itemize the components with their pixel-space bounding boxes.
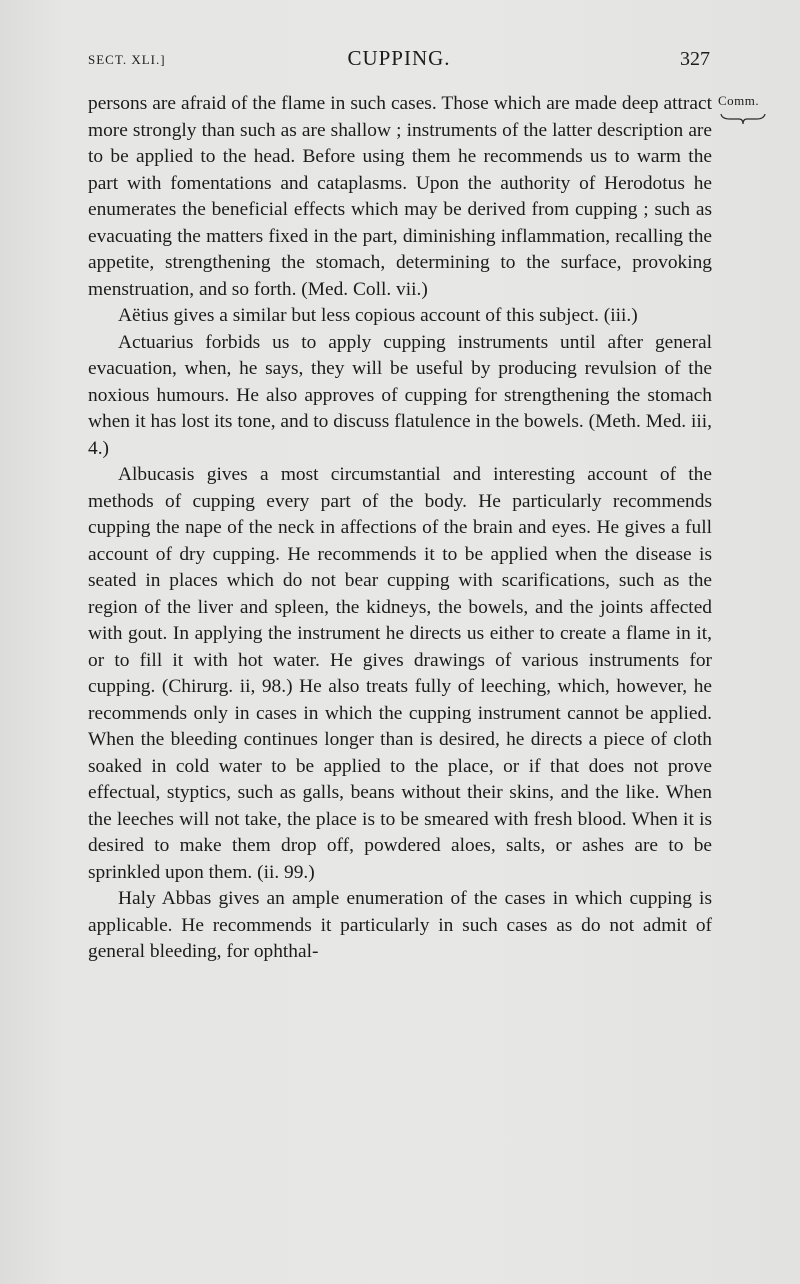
body-text [88, 91, 712, 966]
margin-note: Comm. [718, 93, 760, 108]
paragraph-albucasis: Albucasis gives a most circumstantial and interesting account of the methods of cupping every part of the body. He particularly recommends cupping the nape of the neck in affections of the brain and eyes. He gives a full account of dry cupping. He recommends it to be applied when the disease is seated in places which do not bear cupping with scarifications, such as the region of the liver and spleen, the kidneys, the bowels, and the joints affected with gout. In applying the instrument he directs us either to create a flame in it, or to fill it with hot water. He gives drawings of various instruments for cupping. (Chirurg. ii, 98.) He also treats fully of leeching, which, however, he recommends only in cases in which the cupping instrument cannot be applied. When the bleeding continues longer than is desired, he directs a piece of cloth soaked in cold water to be applied to the place, or if that does not prove effectual, styptics, such as galls, beans without their skins, and the like. When the leeches will not take, the place is to be smeared with fresh blood. When it is desired to make them drop off, powdered aloes, salts, or ashes are to be sprinkled upon them. (ii. 99.) [88, 464, 712, 883]
paragraph-aetius: Aëtius gives a similar but less copious account of this subject. (iii.) [118, 305, 638, 326]
paragraph-actuarius: Actuarius forbids us to apply cupping instruments until after general evacuation, when, he says, they will be useful by producing revulsion of the noxious humours. He also approves of cupping for strengthening the stomach when it has lost its tone, and to discuss flatulence in the bowels. (Meth. Med. iii, 4.) [88, 331, 712, 459]
margin-brace-icon [720, 112, 766, 126]
running-header [88, 46, 710, 76]
page-number: 327 [680, 48, 710, 70]
paragraph-continued: persons are afraid of the flame in such cases. Those which are made deep attract more strongly than such as are shallow ; instruments of the latter description are to be applied to the head. Before using them he recommends us to warm the part with fomentations and cataplasms. Upon the authority of Herodotus he enumerates the beneficial effects which may be derived from cupping ; such as evacuating the matters fixed in the part, diminishing inflammation, recalling the appetite, strengthening the stomach, determining to the surface, provoking menstruation, and so forth. (Med. Coll. vii.) [88, 93, 712, 300]
paragraph-haly-abbas: Haly Abbas gives an ample enumeration of the cases in which cupping is applicable. He recommends it particularly in such cases as do not admit of general bleeding, for ophthal- [88, 888, 712, 962]
running-title: CUPPING. [347, 46, 451, 70]
section-reference: SECT. XLI.] [88, 52, 166, 67]
